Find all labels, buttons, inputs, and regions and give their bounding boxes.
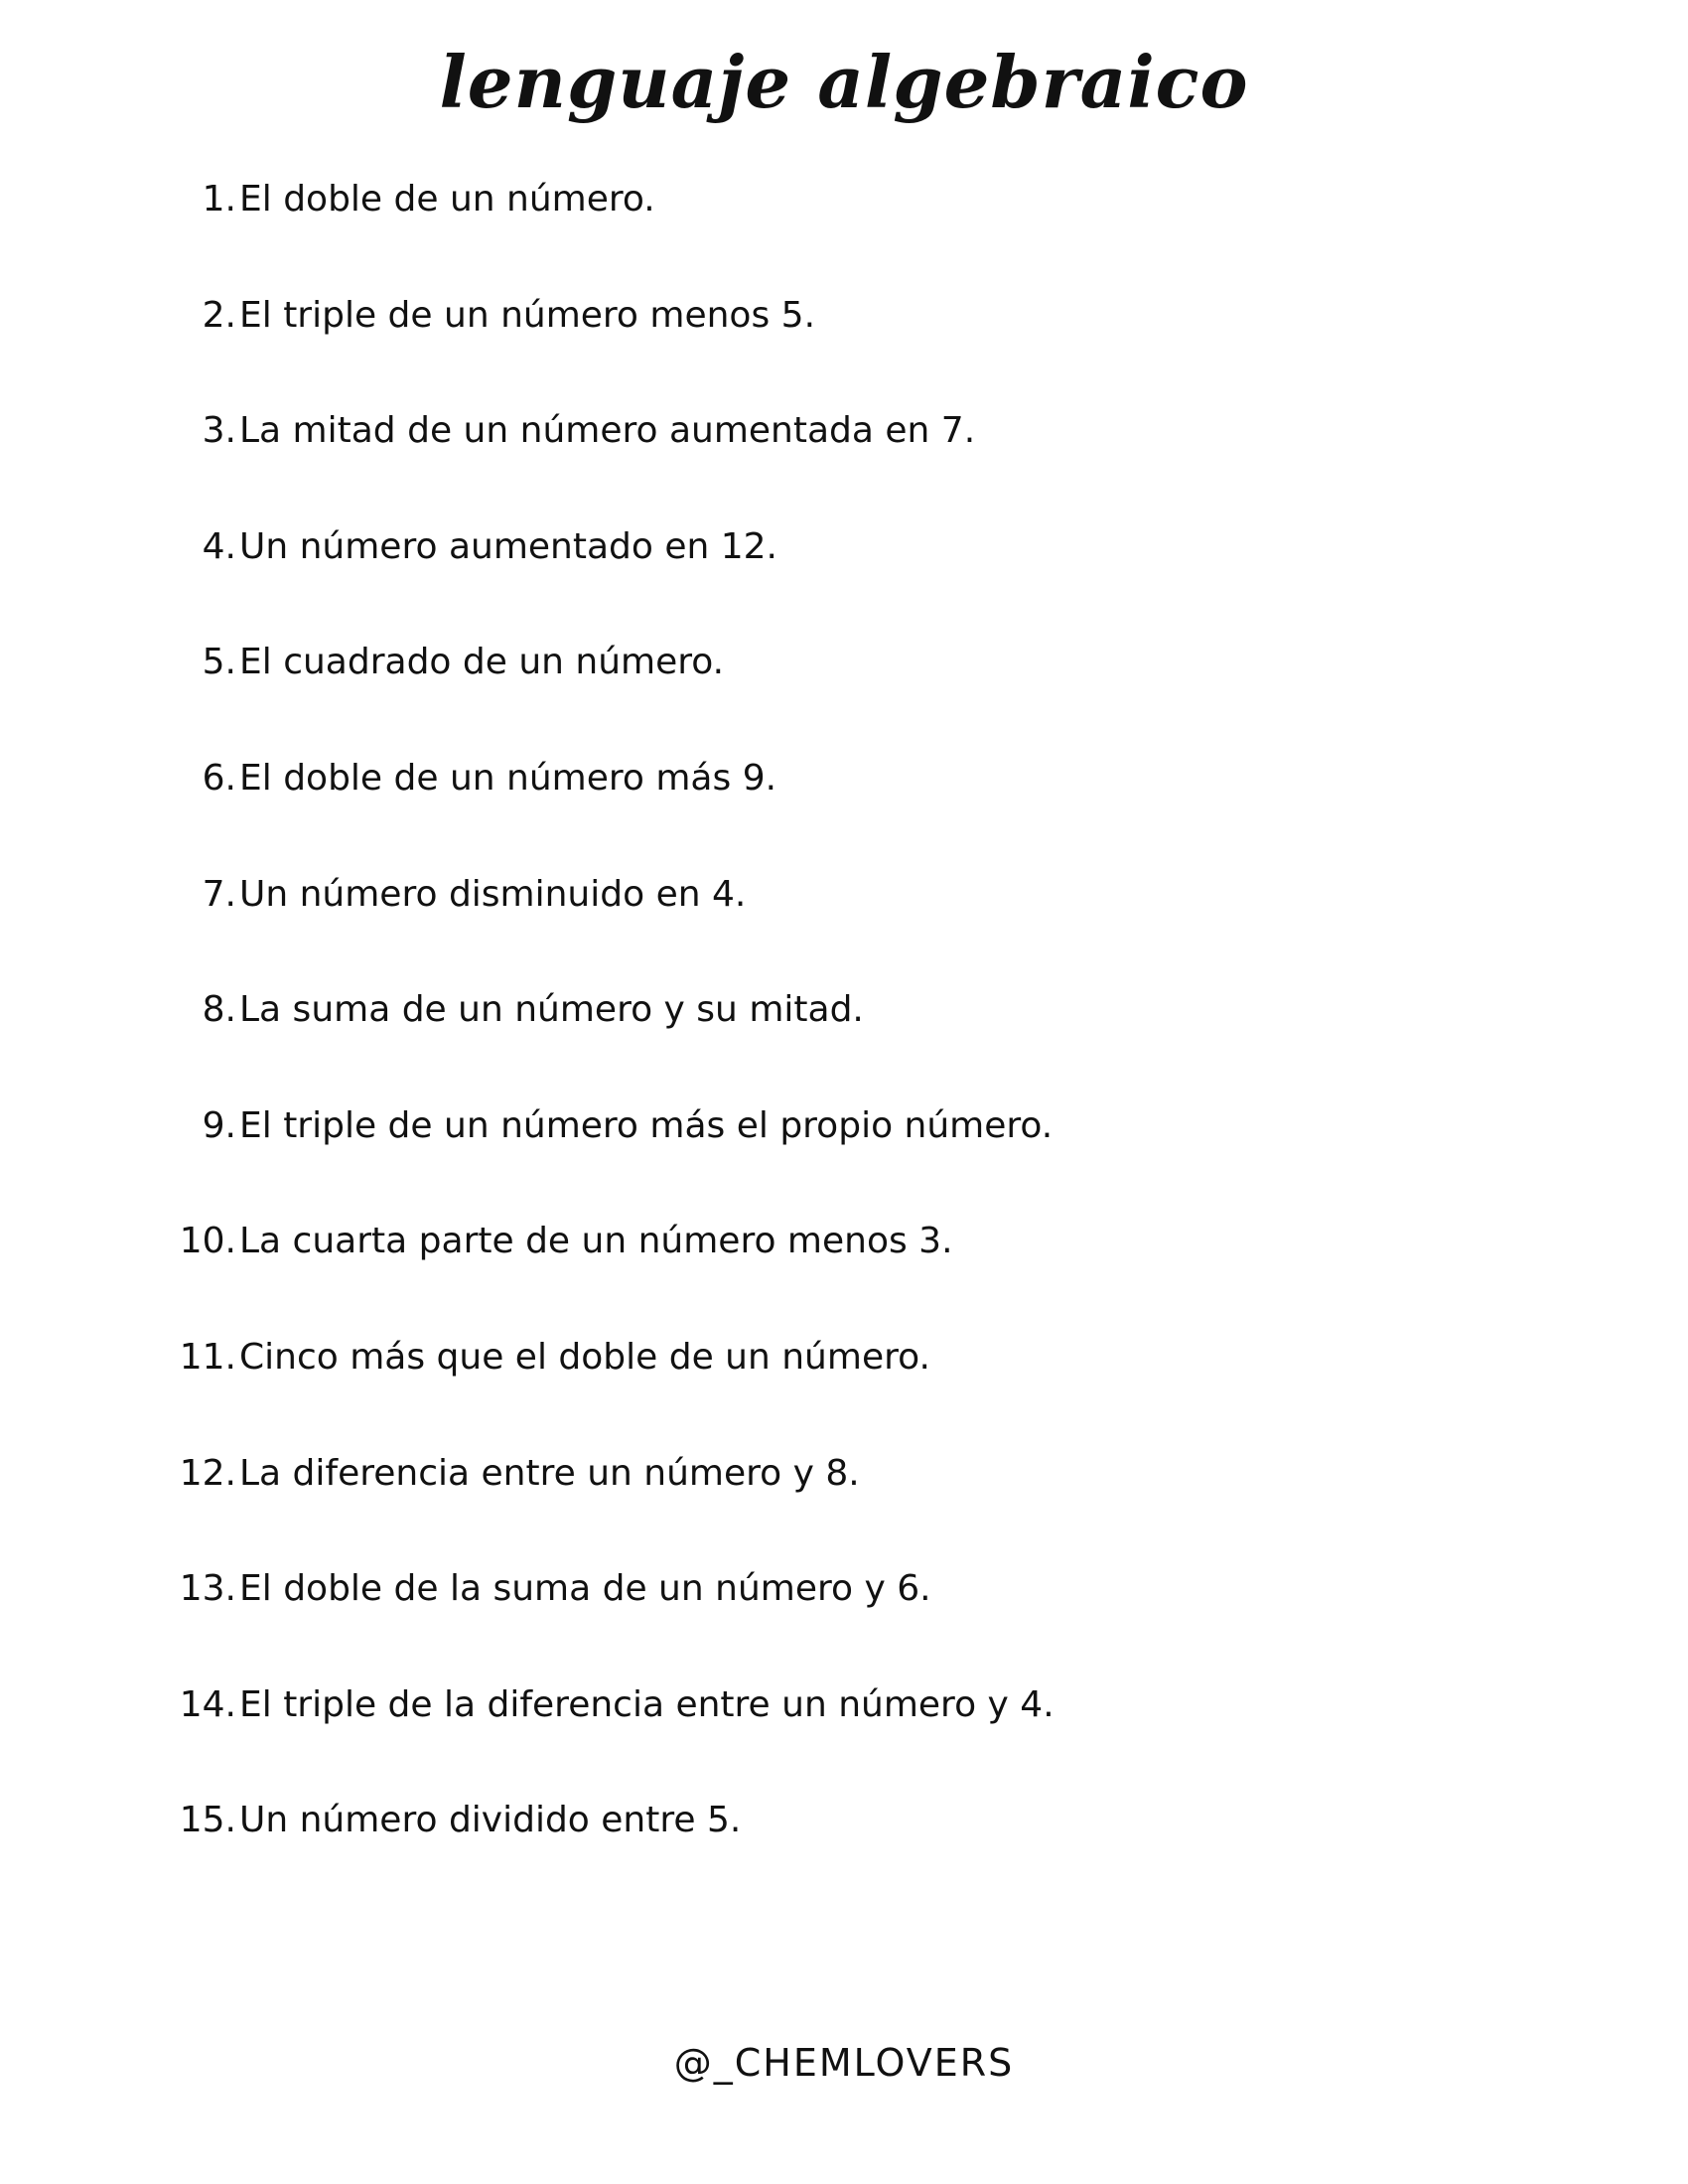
exercise-item — [0, 1209, 1688, 1325]
exercise-item — [0, 1441, 1688, 1557]
footer-handle: @_CHEMLOVERS — [673, 2041, 1015, 2085]
exercise-item — [0, 862, 1688, 978]
exercise-text: El triple de un número menos 5. — [239, 294, 816, 336]
exercise-text: La cuarta parte de un número menos 3. — [239, 1221, 953, 1262]
exercise-number: 12. — [179, 1452, 236, 1494]
exercise-text: El triple de un número más el propio número. — [239, 1104, 1054, 1146]
exercise-text: La diferencia entre un número y 8. — [239, 1452, 860, 1494]
exercise-item — [0, 630, 1688, 746]
exercise-item — [0, 1325, 1688, 1441]
page-title: lenguaje algebraico — [439, 40, 1249, 124]
exercise-item — [0, 977, 1688, 1093]
exercise-text: El triple de la diferencia entre un número y 4. — [239, 1683, 1055, 1725]
exercise-number: 3. — [202, 410, 236, 452]
exercise-number: 5. — [202, 642, 236, 683]
exercise-item — [0, 283, 1688, 399]
exercise-number: 10. — [179, 1221, 236, 1262]
exercise-number: 14. — [179, 1683, 236, 1725]
exercise-item — [0, 1093, 1688, 1210]
exercise-item — [0, 514, 1688, 631]
exercise-item — [0, 746, 1688, 862]
exercise-number: 2. — [202, 294, 236, 336]
exercise-number: 9. — [202, 1104, 236, 1146]
exercise-text: La mitad de un número aumentada en 7. — [239, 410, 976, 452]
exercise-text: El doble de la suma de un número y 6. — [239, 1568, 931, 1610]
exercise-text: Cinco más que el doble de un número. — [239, 1336, 930, 1378]
exercise-number: 11. — [179, 1336, 236, 1378]
exercise-number: 6. — [202, 757, 236, 799]
exercise-number: 4. — [202, 525, 236, 567]
exercise-text: Un número disminuido en 4. — [239, 873, 747, 915]
exercise-item — [0, 1673, 1688, 1789]
exercise-item — [0, 1556, 1688, 1673]
exercise-text: Un número aumentado en 12. — [239, 525, 778, 567]
exercise-text: El doble de un número. — [239, 179, 655, 219]
exercise-text: La suma de un número y su mitad. — [239, 989, 864, 1031]
exercise-number: 1. — [202, 179, 236, 219]
exercise-item — [0, 1788, 1688, 1904]
exercise-number: 13. — [179, 1568, 236, 1610]
exercise-number: 15. — [179, 1800, 236, 1841]
exercise-item — [0, 167, 1688, 283]
exercise-number: 8. — [202, 989, 236, 1031]
exercise-list — [0, 167, 1688, 1904]
exercise-text: Un número dividido entre 5. — [239, 1800, 742, 1841]
exercise-text: El doble de un número más 9. — [239, 757, 777, 799]
exercise-item — [0, 398, 1688, 514]
exercise-number: 7. — [202, 873, 236, 915]
exercise-text: El cuadrado de un número. — [239, 642, 725, 683]
